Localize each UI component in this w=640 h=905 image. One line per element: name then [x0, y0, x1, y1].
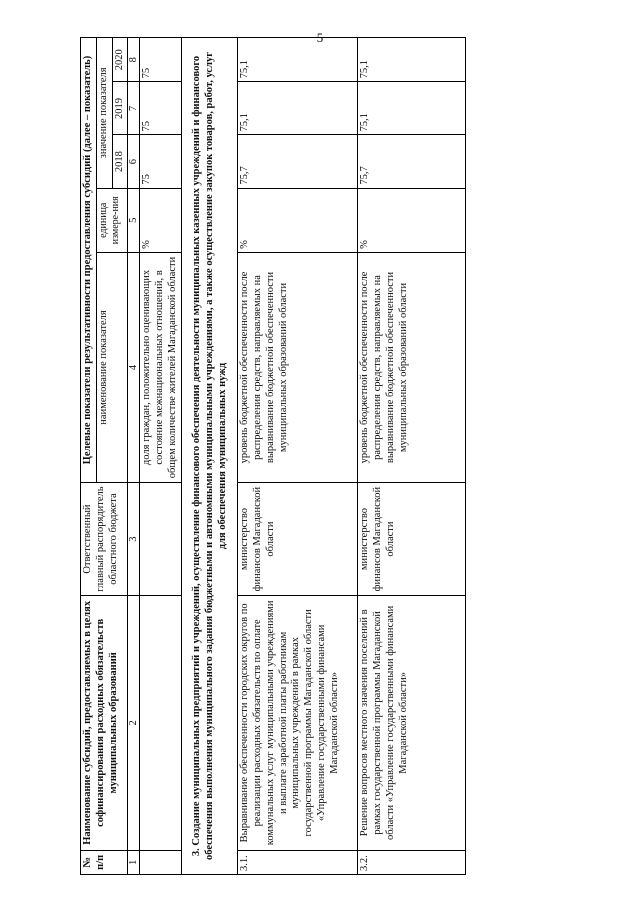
row-subsidy-name: Решение вопросов местного значения поселений в рамках государственной программы Магаданской области «Управление государственными финансами Магаданской области»: [358, 596, 466, 851]
header-indicator-name: наименование показателя: [96, 252, 128, 482]
row-unit: %: [358, 188, 466, 252]
table-row: [358, 38, 466, 875]
header-num: № п/п: [81, 850, 128, 874]
table-row: [238, 38, 358, 875]
header-unit: единица измере-ния: [96, 188, 128, 252]
column-number: 5: [128, 188, 140, 252]
row-unit: %: [140, 188, 181, 252]
header-subsidy-name: Наименование субсидий, предоставляемых в целях софинансирования расходных обязательств муниципальных образований: [81, 596, 128, 851]
section-heading-row: [181, 38, 237, 875]
row-value-2019: 75: [140, 82, 181, 135]
header-responsible: Ответственный главный распорядитель областного бюджета: [81, 483, 128, 596]
row-value-2018: 75,7: [238, 135, 358, 188]
row-responsible: министерство финансов Магаданской области: [358, 483, 466, 596]
table-row: [140, 38, 181, 875]
column-number: 4: [128, 252, 140, 482]
row-value-2018: 75: [140, 135, 181, 188]
row-num: 3.2.: [358, 850, 466, 874]
row-num: [140, 850, 181, 874]
row-value-2020: 75,1: [238, 38, 358, 82]
column-number: 8: [128, 38, 140, 82]
row-value-2018: 75,7: [358, 135, 466, 188]
row-indicator: уровень бюджетной обеспеченности после распределения средств, направляемых на выравнивание бюджетной обеспеченности муниципальных образований области: [238, 252, 358, 482]
row-responsible: [140, 483, 181, 596]
row-value-2020: 75: [140, 38, 181, 82]
header-indicator-value: значение показателя: [96, 38, 112, 189]
rotated-table-container: [80, 37, 547, 875]
row-responsible: министерство финансов Магаданской области: [238, 483, 358, 596]
column-number: 6: [128, 135, 140, 188]
column-number: 3: [128, 483, 140, 596]
page-number: 5: [316, 30, 324, 45]
row-indicator: уровень бюджетной обеспеченности после распределения средств, направляемых на выравнивание бюджетной обеспеченности муниципальных образований области: [358, 252, 466, 482]
header-year-2020: 2020: [112, 38, 128, 82]
header-year-2019: 2019: [112, 82, 128, 135]
header-row-1: [81, 38, 97, 875]
column-number: 7: [128, 82, 140, 135]
column-numbers-row: [128, 38, 140, 875]
row-unit: %: [238, 188, 358, 252]
row-value-2019: 75,1: [238, 82, 358, 135]
row-value-2020: 75,1: [358, 38, 466, 82]
row-subsidy-name: Выравнивание обеспеченности городских округов по реализации расходных обязательств по оплате коммунальных услуг муниципальными учреждениями и выплате заработной платы работникам муниципальных учреждений в рамках государственной программы Магаданской области «Управление государственными финансами Магаданской области»: [238, 596, 358, 851]
column-number: 2: [128, 596, 140, 851]
column-number: 1: [128, 850, 140, 874]
section-title: 3. Создание муниципальных предприятий и учреждений, осуществление финансового обеспечения деятельности муниципальных казенных учреждений и финансового обеспечения выполнения муниципального задания бюджетными и автономными муниципальными учреждениями, а также осуществление закупок товаров, работ, услуг для обеспечения муниципальных нужд: [181, 38, 237, 875]
row-num: 3.1.: [238, 850, 358, 874]
row-subsidy-name: [140, 596, 181, 851]
header-target-indicators: Целевые показатели результативности предоставления субсидий (далее – показатель): [81, 38, 97, 483]
header-year-2018: 2018: [112, 135, 128, 188]
subsidies-table: [80, 37, 466, 875]
row-indicator: доля граждан, положительно оценивающих состояние межнациональных отношений, в общем количестве жителей Магаданской области: [140, 252, 181, 482]
row-value-2019: 75,1: [358, 82, 466, 135]
